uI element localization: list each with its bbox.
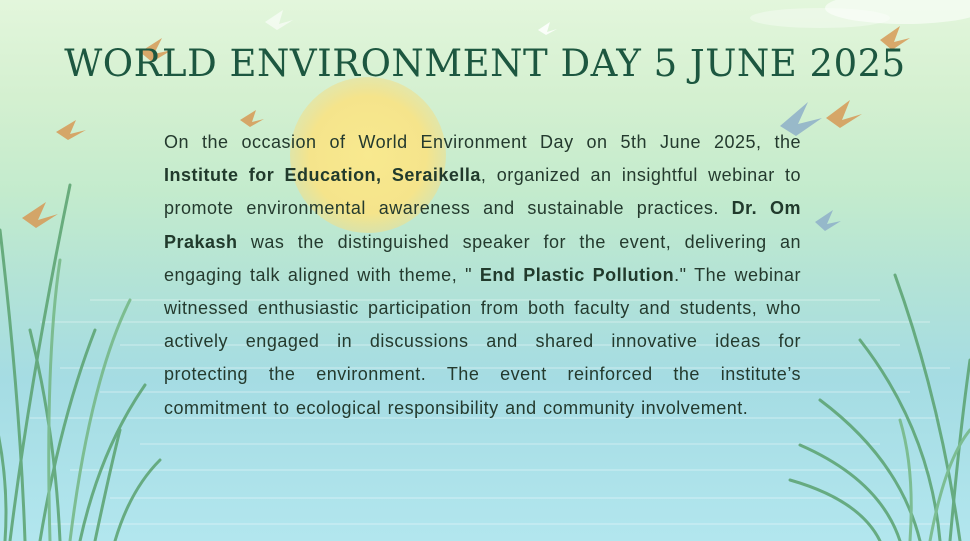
theme-name: End Plastic Pollution [479, 264, 675, 285]
bird-icon [56, 120, 86, 140]
bird-icon [815, 210, 841, 231]
reeds-left [0, 185, 160, 541]
bird-icon [240, 110, 264, 127]
description-text: On the occasion of World Environment Day on 5th June 2025, the [164, 132, 801, 152]
bird-icon [826, 100, 862, 128]
institute-name: Institute for Education, Seraikella [164, 165, 481, 186]
page-title: WORLD ENVIRONMENT DAY 5 JUNE 2025 [64, 42, 906, 85]
description-text: , organized an insightful webinar to promote environmental awareness and sustainable practices. [164, 165, 801, 219]
description-text: was the distinguished speaker for the event, delivering an engaging talk aligned with theme, " [164, 231, 801, 285]
cloud-shape [750, 8, 890, 28]
event-description [164, 126, 801, 425]
bird-icon [538, 22, 557, 35]
description-text: ." The webinar witnessed enthusiastic participation from both faculty and students, who actively engaged in discussions and shared innovative ideas for protecting the environment. The event reinforced the institute’s commitment to ecological responsibility and community involvement. [164, 264, 802, 418]
bird-icon [22, 202, 58, 228]
reeds-right [790, 275, 970, 541]
speaker-name: Dr. Om Prakash [164, 198, 801, 252]
bird-icon [265, 10, 293, 30]
